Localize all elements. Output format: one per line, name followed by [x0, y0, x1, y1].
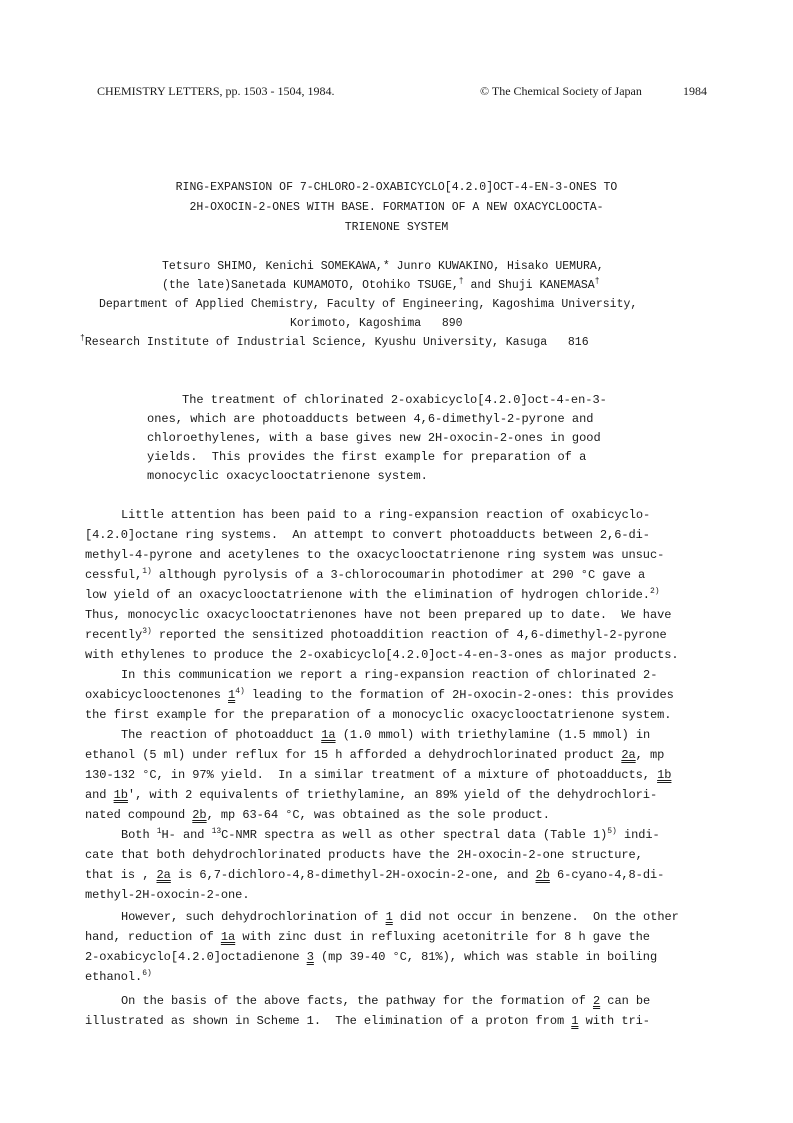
body-line [85, 588, 659, 602]
text-run: (mp 39-40 °C, 81%), which was stable in boiling [313, 950, 658, 964]
compound-number: 1 [228, 688, 236, 702]
compound-number: 1b [657, 768, 672, 782]
dagger-mark: † [594, 277, 600, 286]
body-line: methyl-2H-oxocin-2-one. [85, 888, 250, 902]
title-line-3: TRIENONE SYSTEM [344, 221, 449, 234]
text-run: hand, reduction of [85, 930, 221, 944]
dagger-mark: † [80, 334, 85, 343]
body-line [85, 748, 664, 762]
text-run: leading to the formation of 2H-oxocin-2-ones: this provides [244, 688, 674, 702]
body-line: with ethylenes to produce the 2-oxabicyclo[4.2.0]oct-4-en-3-ones as major products. [85, 648, 679, 662]
text-run: Both [121, 828, 157, 842]
abstract-line: ones, which are photoadducts between 4,6-dimethyl-2-pyrone and [147, 412, 594, 426]
affiliation-line-1: Department of Applied Chemistry, Faculty of Engineering, Kagoshima University, [99, 298, 638, 311]
text-run: and [85, 788, 114, 802]
text-run: nated compound [85, 808, 193, 822]
body-line [85, 768, 671, 782]
author-line-2-end: and Shuji KANEMASA [463, 279, 595, 292]
text-run: 130-132 °C, in 97% yield. In a similar treatment of a mixture of photoadducts, [85, 768, 658, 782]
body-line [85, 688, 674, 702]
body-line [121, 728, 650, 742]
body-line [85, 568, 645, 582]
reference-mark: 6) [142, 969, 152, 978]
text-run: On the basis of the above facts, the pathway for the formation of [121, 994, 593, 1008]
body-line [85, 788, 657, 802]
compound-number: 1a [321, 728, 336, 742]
compound-number: 2a [621, 748, 636, 762]
text-run: illustrated as shown in Scheme 1. The elimination of a proton from [85, 1014, 572, 1028]
dagger-mark: † [458, 277, 464, 286]
text-run: C-NMR spectra as well as other spectral data (Table 1) [221, 828, 608, 842]
compound-number: 1 [571, 1014, 579, 1028]
text-run: ethanol (5 ml) under reflux for 15 h afforded a dehydrochlorinated product [85, 748, 622, 762]
text-run: did not occur in benzene. On the other [392, 910, 679, 924]
affiliation-line-3 [80, 336, 589, 349]
text-run: indi- [616, 828, 660, 842]
compound-number: 2 [592, 994, 601, 1008]
body-line: Little attention has been paid to a ring-expansion reaction of oxabicyclo- [121, 508, 651, 522]
isotope-mark: 1 [156, 827, 162, 836]
text-run: reported the sensitized photoaddition reaction of 4,6-dimethyl-2-pyrone [151, 628, 667, 642]
text-run: ', with 2 equivalents of triethylamine, an 89% yield of the dehydrochlori- [127, 788, 658, 802]
text-run: low yield of an oxacyclooctatrienone with the elimination of hydrogen chloride. [85, 588, 650, 602]
author-line-1: Tetsuro SHIMO, Kenichi SOMEKAWA,* Junro KUWAKINO, Hisako UEMURA, [162, 260, 604, 273]
body-line: the first example for the preparation of a monocyclic oxacyclooctatrienone system. [85, 708, 672, 722]
body-line [85, 950, 657, 964]
text-run: , mp [635, 748, 665, 762]
reference-mark: 1) [142, 567, 152, 576]
isotope-mark: 13 [211, 827, 222, 836]
text-run: H- and [161, 828, 212, 842]
abstract-line: chloroethylenes, with a base gives new 2H-oxocin-2-ones in good [147, 431, 601, 445]
title-line-1: RING-EXPANSION OF 7-CHLORO-2-OXABICYCLO[4.2.0]OCT-4-EN-3-ONES TO [175, 181, 618, 194]
text-run: The reaction of photoadduct [121, 728, 322, 742]
abstract-line: The treatment of chlorinated 2-oxabicyclo[4.2.0]oct-4-en-3- [182, 393, 607, 407]
abstract-line: yields. This provides the first example for preparation of a [147, 450, 587, 464]
text-run: (1.0 mmol) with triethylamine (1.5 mmol) in [335, 728, 651, 742]
compound-number: 1 [385, 910, 393, 924]
body-line [85, 1014, 650, 1028]
text-run: cessful, [85, 568, 143, 582]
header-year: 1984 [683, 84, 707, 98]
affiliation-line-3-text: Research Institute of Industrial Science, Kyushu University, Kasuga 816 [84, 336, 589, 349]
title-line-2: 2H-OXOCIN-2-ONES WITH BASE. FORMATION OF A NEW OXACYCLOOCTA- [189, 201, 604, 214]
compound-number: 2b [535, 868, 550, 882]
text-run: oxabicyclooctenones [85, 688, 229, 702]
body-line [121, 828, 660, 842]
body-line: [4.2.0]octane ring systems. An attempt to convert photoadducts between 2,6-di- [85, 528, 650, 542]
text-run: is 6,7-dichloro-4,8-dimethyl-2H-oxocin-2-one, and [170, 868, 536, 882]
body-line [121, 910, 679, 924]
text-run: ethanol. [85, 970, 143, 984]
text-run: However, such dehydrochlorination of [121, 910, 386, 924]
reference-mark: 3) [142, 627, 152, 636]
abstract-line: monocyclic oxacyclooctatrienone system. [147, 469, 428, 483]
body-line [85, 808, 550, 822]
affiliation-line-2: Korimoto, Kagoshima 890 [290, 317, 463, 330]
compound-number: 1b [113, 788, 128, 802]
text-run: that is , [85, 868, 157, 882]
text-run: can be [600, 994, 651, 1008]
text-run: with zinc dust in refluxing acetonitrile for 8 h gave the [235, 930, 650, 944]
text-run: , mp 63-64 °C, was obtained as the sole product. [206, 808, 550, 822]
body-line [85, 930, 650, 944]
author-line-2 [162, 279, 600, 292]
body-line: methyl-4-pyrone and acetylenes to the oxacyclooctatrienone ring system was unsuc- [85, 548, 665, 562]
body-line [85, 970, 152, 984]
compound-number: 2a [156, 868, 171, 882]
body-line: Thus, monocyclic oxacyclooctatrienones have not been prepared up to date. We have [85, 608, 672, 622]
author-line-2-start: (the late)Sanetada KUMAMOTO, Otohiko TSUGE, [162, 279, 459, 292]
compound-number: 2b [192, 808, 207, 822]
text-run: recently [85, 628, 143, 642]
compound-number: 3 [306, 950, 314, 964]
reference-mark: 5) [607, 827, 617, 836]
body-line: cate that both dehydrochlorinated products have the 2H-oxocin-2-one structure, [85, 848, 643, 862]
text-run: with tri- [578, 1014, 650, 1028]
body-line: In this communication we report a ring-expansion reaction of chlorinated 2- [121, 668, 658, 682]
body-line [85, 628, 667, 642]
text-run: although pyrolysis of a 3-chlorocoumarin photodimer at 290 °C gave a [151, 568, 646, 582]
body-line [121, 994, 650, 1008]
body-line [85, 868, 664, 882]
compound-number: 1a [220, 930, 236, 944]
reference-mark: 4) [235, 687, 245, 696]
journal-citation: CHEMISTRY LETTERS, pp. 1503 - 1504, 1984. [97, 84, 335, 98]
running-header [97, 84, 707, 102]
text-run: 6-cyano-4,8-di- [549, 868, 665, 882]
reference-mark: 2) [649, 587, 660, 596]
text-run: 2-oxabicyclo[4.2.0]octadienone [85, 950, 307, 964]
copyright-notice: © The Chemical Society of Japan [480, 84, 642, 98]
